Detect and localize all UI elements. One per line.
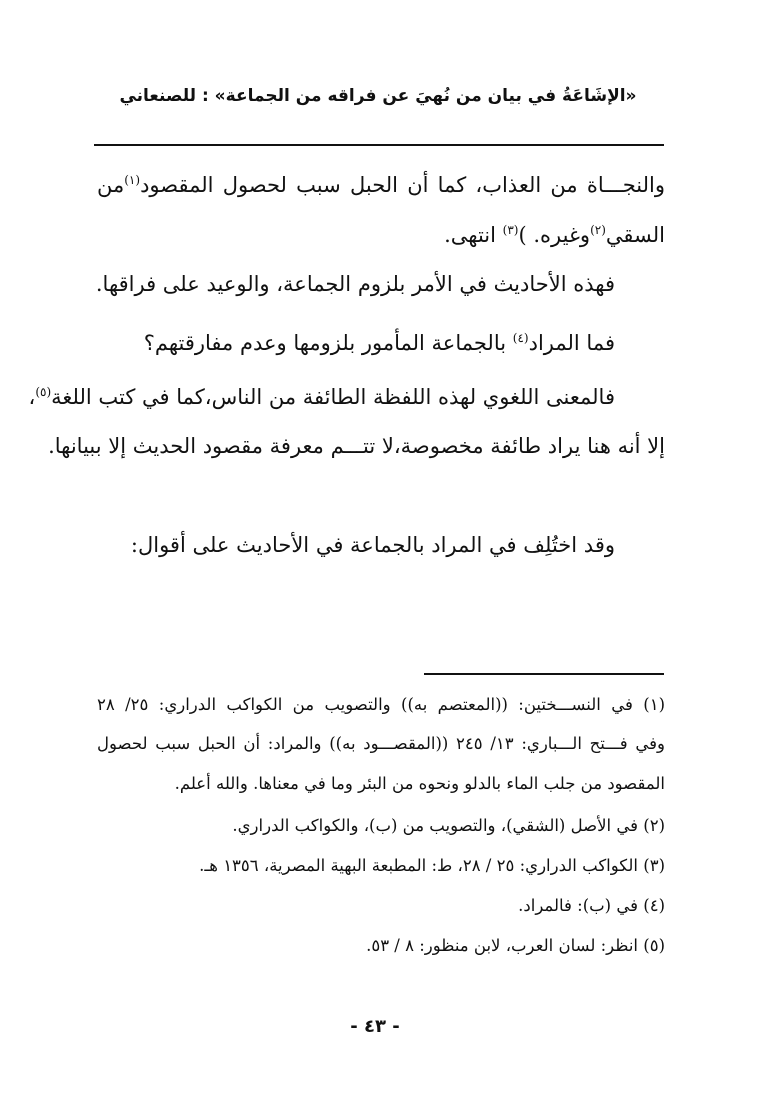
body-line-7: وقد اختُلِف في المراد بالجماعة في الأحاديث على أقوال: <box>130 533 615 557</box>
footnote-4: (٤) في (ب): فالمراد. <box>518 896 665 915</box>
body-text: والنجـــاة من العذاب، كما أن الحبل سبب لحصول المقصود <box>140 173 665 197</box>
body-line-6: إلا أنه هنا يراد طائفة مخصوصة،لا تتـــم معرفة مقصود الحديث إلا ببيانها. <box>48 434 665 458</box>
body-line-1 <box>97 165 665 200</box>
footnote-ref-4: (٤) <box>512 331 529 345</box>
footnote-1-cont: وفي فـــتح الـــباري: ١٣/ ٢٤٥ ((المقصـــود به)) والمراد: أن الحبل سبب لحصول <box>97 734 665 753</box>
footnote-1-cont: المقصود من جلب الماء بالدلو ونحوه من البئر وما في معناها. والله أعلم. <box>174 774 665 793</box>
footnote-ref-1: (١) <box>124 173 141 187</box>
footnote-ref-2: (٢) <box>590 223 606 237</box>
body-text: فالمعنى اللغوي لهذه اللفظة الطائفة من الناس،كما في كتب اللغة <box>51 385 615 409</box>
page-number: - ٤٣ - <box>350 1016 400 1037</box>
body-text: من <box>97 173 125 197</box>
footnote-2: (٢) في الأصل (الشقي)، والتصويب من (ب)، والكواكب الدراري. <box>232 816 665 835</box>
footnote-5: (٥) انظر: لسان العرب، لابن منظور: ٨ / ٥٣. <box>366 936 665 955</box>
body-line-5 <box>28 377 615 412</box>
footnote-3: (٣) الكواكب الدراري: ٢٥ / ٢٨، ط: المطبعة البهية المصرية، ١٣٥٦ هـ. <box>199 856 665 875</box>
body-text: السقي <box>605 223 665 247</box>
body-line-4 <box>144 323 615 358</box>
body-line-3: فهذه الأحاديث في الأمر بلزوم الجماعة، والوعيد على فراقها. <box>95 272 615 296</box>
running-header: «الإشَاعَةُ في بيان من نُهيَ عن فراقه من الجماعة» : للصنعاني <box>119 86 637 106</box>
header-divider <box>94 144 664 146</box>
body-text: فما المراد <box>528 331 615 355</box>
body-text: انتهى. <box>444 223 503 247</box>
footnote-ref-3: (٣) <box>502 223 519 237</box>
footnote-ref-5: (٥) <box>35 385 52 399</box>
body-line-2 <box>444 215 665 250</box>
footnote-divider <box>424 673 664 675</box>
body-text: ، <box>28 385 36 409</box>
footnote-1: (١) في النســـختين: ((المعتصم به)) والتصويب من الكواكب الدراري: ٢٥/ ٢٨ <box>97 695 665 714</box>
body-text: وغيره. ) <box>518 223 591 247</box>
body-text: بالجماعة المأمور بلزومها وعدم مفارقتهم؟ <box>143 331 513 355</box>
